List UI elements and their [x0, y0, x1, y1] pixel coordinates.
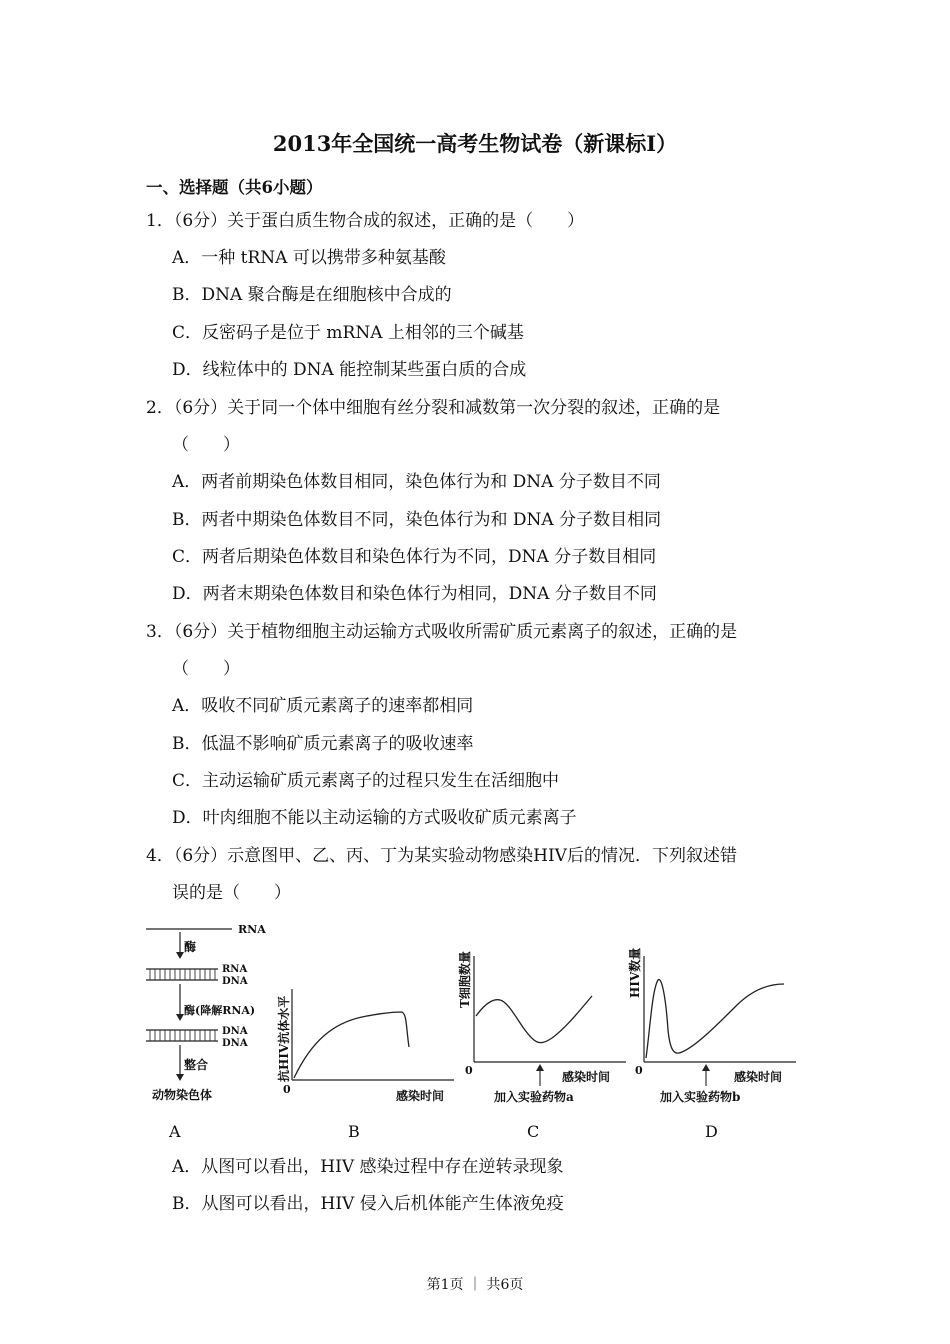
figure-d-chart	[626, 947, 806, 1110]
figure-b-chart	[272, 985, 462, 1110]
figure-d-caption: D	[705, 1122, 718, 1141]
question-1-stem: 1．（6分）关于蛋白质生物合成的叙述，正确的是（ ）	[146, 211, 585, 231]
figure-c-origin: 0	[465, 1064, 473, 1077]
figure-b-antibody-curve	[294, 1012, 409, 1078]
figure-b-caption: B	[348, 1122, 360, 1141]
enzyme-2-label: 酶(降解RNA)	[184, 1004, 256, 1017]
question-4-stem-cont: 误的是（ ）	[172, 883, 291, 903]
question-3-option-c: C．主动运输矿质元素离子的过程只发生在活细胞中	[172, 771, 560, 791]
question-3-stem-cont: （ ）	[172, 659, 240, 679]
page-title: 2013年全国统一高考生物试卷（新课标Ⅰ）	[272, 131, 678, 156]
question-2-stem-cont: （ ）	[172, 435, 240, 455]
chromosome-label: 动物染色体	[152, 1088, 213, 1102]
figure-b-origin: 0	[283, 1083, 291, 1096]
dsdna-label-2: DNA	[222, 1038, 248, 1049]
hybrid-base-pairs	[150, 969, 215, 980]
page-footer: 第1页 ｜ 共6页	[426, 1277, 524, 1293]
figure-d-xlabel: 感染时间	[734, 1070, 783, 1084]
question-2-option-c: C．两者后期染色体数目和染色体行为不同，DNA 分子数目相同	[172, 547, 657, 567]
hybrid-dna-label: DNA	[222, 976, 248, 987]
figure-c-chart	[456, 950, 636, 1110]
rna-label: RNA	[238, 923, 266, 936]
question-1-option-c: C．反密码子是位于 mRNA 上相邻的三个碱基	[172, 323, 524, 343]
question-2-option-a: A．两者前期染色体数目相同，染色体行为和 DNA 分子数目不同	[172, 472, 661, 492]
figure-a-caption: A	[169, 1122, 181, 1141]
figure-c-drug-arrow-head	[536, 1064, 544, 1071]
question-1-option-b: B．DNA 聚合酶是在细胞核中合成的	[172, 285, 452, 305]
question-1-option-a: A．一种 tRNA 可以携带多种氨基酸	[172, 248, 446, 268]
question-3-stem: 3．（6分）关于植物细胞主动运输方式吸收所需矿质元素离子的叙述，正确的是	[146, 622, 738, 642]
integrate-label: 整合	[184, 1058, 209, 1072]
question-2-stem: 2．（6分）关于同一个体中细胞有丝分裂和减数第一次分裂的叙述，正确的是	[146, 398, 721, 418]
figure-c-ylabel: T细胞数量	[458, 951, 472, 1008]
figure-d-drug-arrow-head	[702, 1064, 710, 1071]
figure-c-caption: C	[527, 1122, 540, 1141]
enzyme-1-label: 酶	[184, 940, 197, 954]
question-3-option-a: A．吸收不同矿质元素离子的速率都相同	[172, 696, 474, 716]
question-2-option-d: D．两者末期染色体数目和染色体行为相同，DNA 分子数目不同	[172, 584, 657, 604]
figure-c-xlabel: 感染时间	[562, 1070, 611, 1084]
figure-c-tcell-curve	[476, 996, 592, 1043]
section-heading: 一、选择题（共6小题）	[146, 178, 323, 197]
figure-d-hiv-curve	[646, 980, 784, 1058]
question-3-option-d: D．叶肉细胞不能以主动运输的方式吸收矿质元素离子	[172, 808, 577, 828]
arrow-1-head	[176, 952, 184, 959]
figure-b-xlabel: 感染时间	[396, 1089, 445, 1103]
figure-d-drug-label: 加入实验药物b	[660, 1090, 741, 1104]
figure-d-ylabel: HIV数量	[628, 947, 642, 998]
figure-a-diagram	[140, 918, 280, 1108]
dsdna-label-1: DNA	[222, 1026, 248, 1037]
arrow-2-head	[176, 1014, 184, 1021]
hybrid-rna-label: RNA	[222, 964, 248, 975]
question-4-option-a: A．从图可以看出，HIV 感染过程中存在逆转录现象	[172, 1157, 564, 1177]
figure-c-drug-label: 加入实验药物a	[494, 1090, 574, 1104]
figure-d-origin: 0	[635, 1064, 643, 1077]
arrow-3-head	[176, 1074, 184, 1081]
question-3-option-b: B．低温不影响矿质元素离子的吸收速率	[172, 734, 474, 754]
question-4-stem: 4．（6分）示意图甲、乙、丙、丁为某实验动物感染HIV后的情况．下列叙述错	[146, 846, 737, 866]
question-4-option-b: B．从图可以看出，HIV 侵入后机体能产生体液免疫	[172, 1194, 564, 1214]
dsdna-base-pairs	[150, 1030, 215, 1041]
figure-b-ylabel: 抗HIV抗体水平	[277, 995, 291, 1082]
question-1-option-d: D．线粒体中的 DNA 能控制某些蛋白质的合成	[172, 360, 527, 380]
question-2-option-b: B．两者中期染色体数目不同，染色体行为和 DNA 分子数目相同	[172, 510, 662, 530]
